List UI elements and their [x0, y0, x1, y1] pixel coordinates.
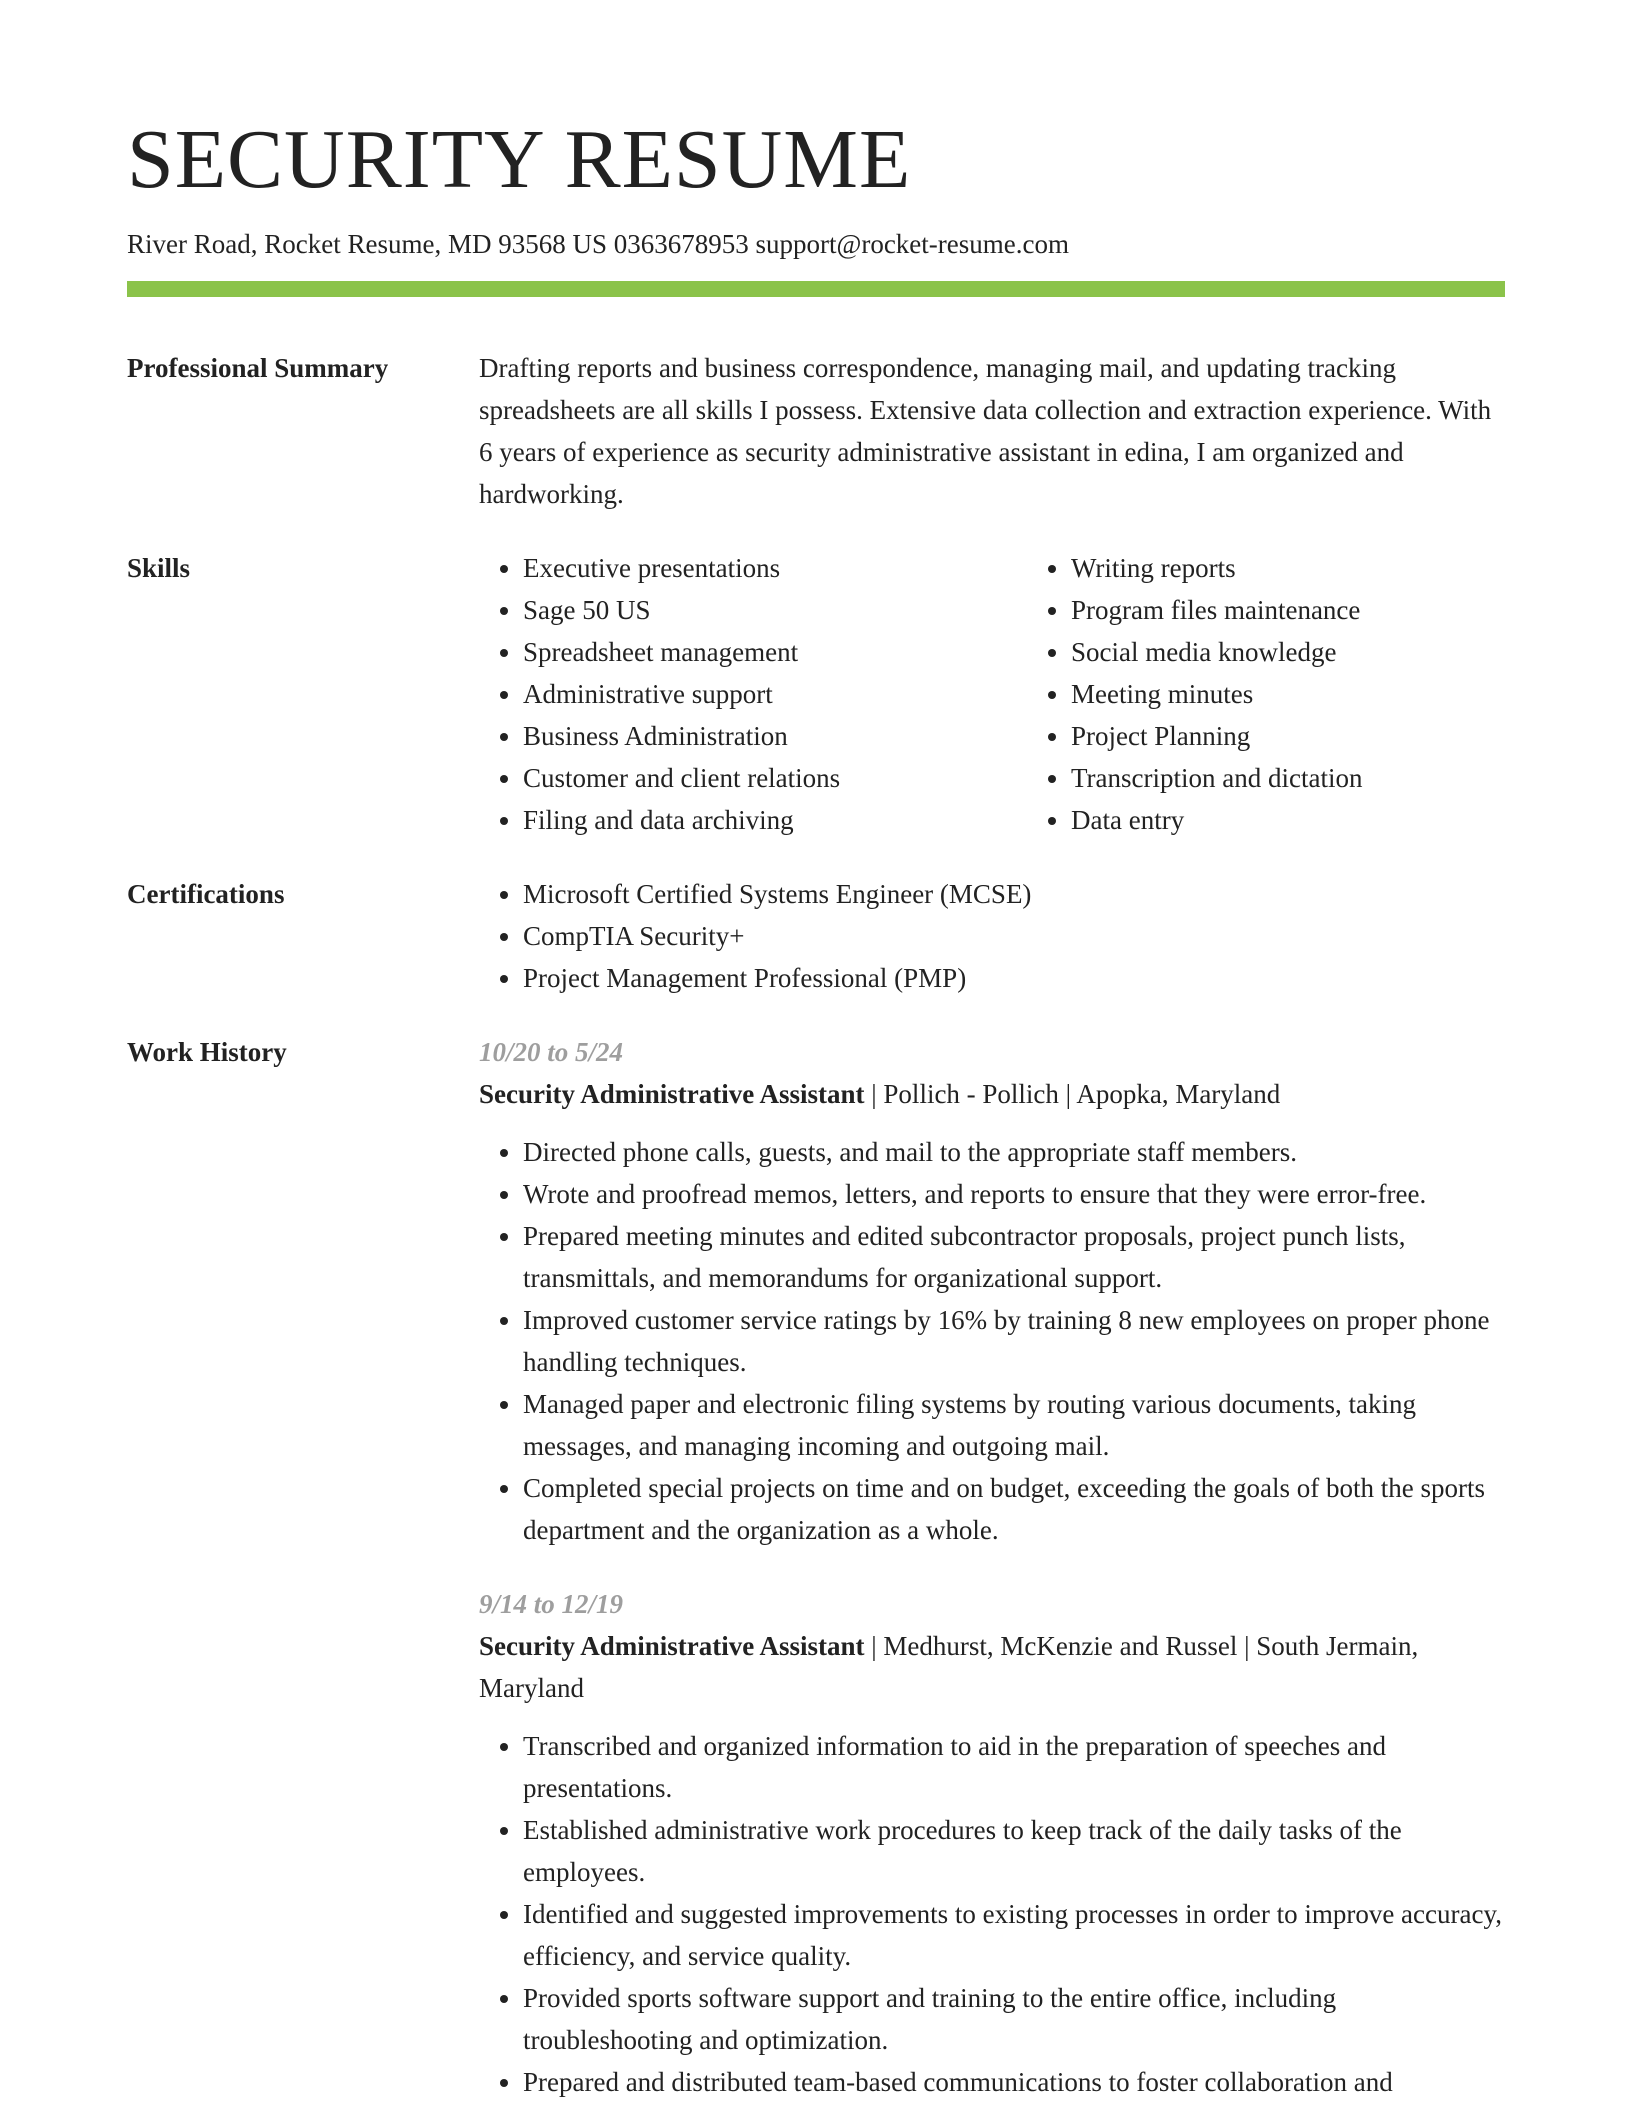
job-dates: 10/20 to 5/24 — [479, 1037, 624, 1068]
job-bullet: • Prepared meeting minutes and edited subcontractor proposals, project punch lists, transmittals, and memorandums for organizational support. — [523, 1215, 1505, 1299]
skill-item: • Meeting minutes — [1071, 673, 1575, 715]
accent-divider — [127, 281, 1505, 297]
certifications-body — [479, 873, 1505, 999]
work-history-body — [479, 1031, 1505, 2103]
skill-item: • Transcription and dictation — [1071, 757, 1575, 799]
job-bullet: • Transcribed and organized information to aid in the preparation of speeches and presentations. — [523, 1725, 1505, 1809]
resume-page — [127, 113, 1505, 2103]
work-history-section — [127, 1031, 1505, 2103]
skills-list-right — [1027, 547, 1575, 841]
contact-line: River Road, Rocket Resume, MD 93568 US 0363678953 support@rocket-resume.com — [127, 229, 1069, 259]
certification-item: • CompTIA Security+ — [523, 915, 1505, 957]
job-bullet: • Directed phone calls, guests, and mail to the appropriate staff members. — [523, 1131, 1505, 1173]
skill-item: • Social media knowledge — [1071, 631, 1575, 673]
job-bullet: • Provided sports software support and training to the entire office, including troubleshooting and optimization. — [523, 1977, 1505, 2061]
skill-item: • Administrative support — [523, 673, 1027, 715]
job-bullet: • Completed special projects on time and on budget, exceeding the goals of both the sports department and the organization as a whole. — [523, 1467, 1505, 1551]
job-entry — [479, 1031, 1505, 1551]
job-bullet: • Identified and suggested improvements to existing processes in order to improve accuracy, efficiency, and service quality. — [523, 1893, 1505, 1977]
skills-list-left — [479, 547, 1027, 841]
summary-section — [127, 347, 1505, 515]
skill-item: • Filing and data archiving — [523, 799, 1027, 841]
job-employer-location: | Medhurst, McKenzie and Russel | South Jermain, Maryland — [479, 1631, 1419, 1704]
certification-item: • Microsoft Certified Systems Engineer (MCSE) — [523, 873, 1505, 915]
skill-item: • Sage 50 US — [523, 589, 1027, 631]
skill-item: • Customer and client relations — [523, 757, 1027, 799]
job-title: Security Administrative Assistant — [479, 1079, 865, 1110]
job-heading — [479, 1073, 1505, 1115]
summary-heading: Professional Summary — [127, 353, 389, 384]
job-bullet: • Wrote and proofread memos, letters, and reports to ensure that they were error-free. — [523, 1173, 1505, 1215]
job-heading — [479, 1625, 1505, 1709]
job-bullet: • Improved customer service ratings by 16% by training 8 new employees on proper phone handling techniques. — [523, 1299, 1505, 1383]
skill-item: • Data entry — [1071, 799, 1575, 841]
job-bullets — [479, 1725, 1505, 2103]
job-bullet: • Prepared and distributed team-based communications to foster collaboration and — [523, 2061, 1505, 2103]
skill-item: • Spreadsheet management — [523, 631, 1027, 673]
skill-item: • Executive presentations — [523, 547, 1027, 589]
job-bullet: • Established administrative work procedures to keep track of the daily tasks of the employees. — [523, 1809, 1505, 1893]
certifications-section — [127, 873, 1505, 999]
skill-item: • Business Administration — [523, 715, 1027, 757]
job-bullet: • Managed paper and electronic filing systems by routing various documents, taking messages, and managing incoming and outgoing mail. — [523, 1383, 1505, 1467]
skill-item: • Writing reports — [1071, 547, 1575, 589]
certifications-list — [479, 873, 1505, 999]
certification-item: • Project Management Professional (PMP) — [523, 957, 1505, 999]
skills-section — [127, 547, 1505, 841]
resume-title: SECURITY RESUME — [127, 113, 912, 206]
certifications-heading: Certifications — [127, 879, 285, 910]
skill-item: • Project Planning — [1071, 715, 1575, 757]
skills-columns — [479, 547, 1575, 841]
skills-heading: Skills — [127, 553, 191, 584]
job-entry — [479, 1583, 1505, 2103]
work-history-heading: Work History — [127, 1037, 287, 1068]
job-employer-location: | Pollich - Pollich | Apopka, Maryland — [864, 1079, 1281, 1110]
summary-text: Drafting reports and business correspondence, managing mail, and updating tracking spreadsheets are all skills I possess. Extensive data collection and extraction experience. With 6 years of experience as security administrative assistant in edina, I am organized and hardworking. — [479, 353, 1492, 510]
job-dates: 9/14 to 12/19 — [479, 1589, 624, 1620]
job-title: Security Administrative Assistant — [479, 1631, 865, 1662]
skill-item: • Program files maintenance — [1071, 589, 1575, 631]
job-bullets — [479, 1131, 1505, 1551]
